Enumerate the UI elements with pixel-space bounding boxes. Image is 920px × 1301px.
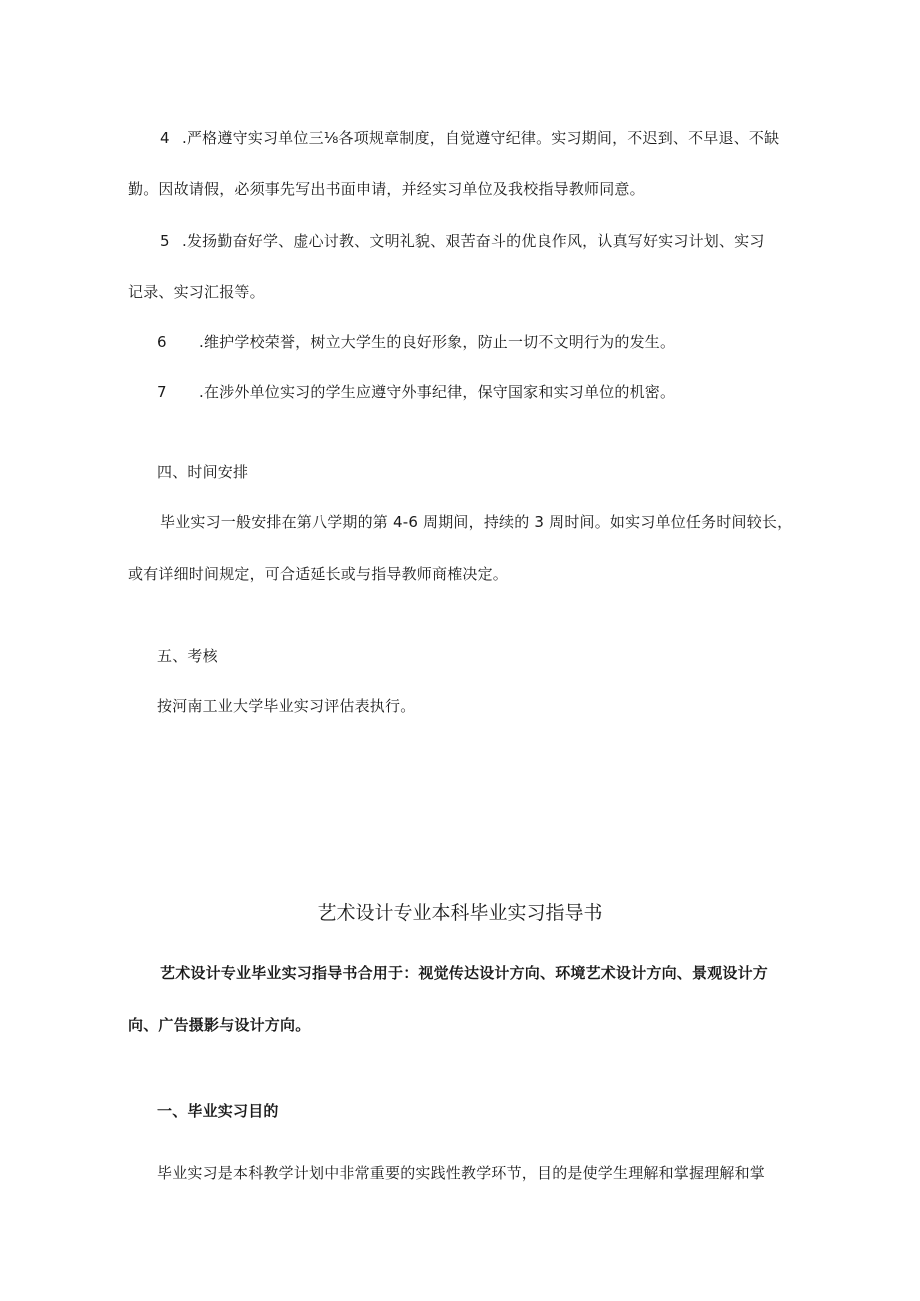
rule-item-5-text: .发扬勤奋好学、虚心讨教、文明礼貌、艰苦奋斗的优良作风，认真写好实习计划、实习 bbox=[182, 232, 765, 250]
rule-item-6-text: .维护学校荣誉，树立大学生的良好形象，防止一切不文明行为的发生。 bbox=[199, 333, 676, 351]
section-4-heading: 四、时间安排 bbox=[157, 463, 249, 481]
rule-item-6 bbox=[157, 332, 675, 352]
section-5-heading: 五、考核 bbox=[157, 647, 218, 665]
section-4-paragraph-line1: 毕业实习一般安排在第八学期的第 4-6 周期间，持续的 3 周时间。如实习单位任务时间较长， bbox=[160, 513, 793, 531]
guide-intro-line2: 向、广告摄影与设计方向。 bbox=[128, 1016, 311, 1034]
guide-section-1-heading: 一、毕业实习目的 bbox=[157, 1102, 279, 1120]
guide-title: 艺术设计专业本科毕业实习指导书 bbox=[317, 902, 603, 924]
rule-item-5-line2: 记录、实习汇报等。 bbox=[128, 283, 265, 301]
rule-item-4-line1 bbox=[160, 128, 779, 148]
section-4-paragraph-line2: 或有详细时间规定，可合适延长或与指导教师商榷决定。 bbox=[128, 565, 509, 583]
rule-item-7-number: 7 bbox=[157, 383, 167, 401]
rule-item-7 bbox=[157, 382, 675, 402]
rule-item-4-number: 4 bbox=[160, 129, 170, 147]
rule-item-7-text: .在涉外单位实习的学生应遵守外事纪律，保守国家和实习单位的机密。 bbox=[199, 383, 676, 401]
rule-item-5-number: 5 bbox=[160, 232, 170, 250]
rule-item-4-line2: 勤。因故请假，必须事先写出书面申请，并经实习单位及我校指导教师同意。 bbox=[128, 180, 645, 198]
guide-intro-line1: 艺术设计专业毕业实习指导书合用于：视觉传达设计方向、环境艺术设计方向、景观设计方 bbox=[160, 964, 769, 982]
section-5-paragraph: 按河南工业大学毕业实习评估表执行。 bbox=[157, 697, 416, 715]
rule-item-6-number: 6 bbox=[157, 333, 167, 351]
rule-item-5-line1 bbox=[160, 231, 765, 251]
guide-section-1-paragraph: 毕业实习是本科教学计划中非常重要的实践性教学环节，目的是使学生理解和掌握理解和掌 bbox=[157, 1164, 766, 1182]
rule-item-4-text: .严格遵守实习单位三⅛各项规章制度，自觉遵守纪律。实习期间，不迟到、不早退、不缺 bbox=[182, 129, 780, 147]
